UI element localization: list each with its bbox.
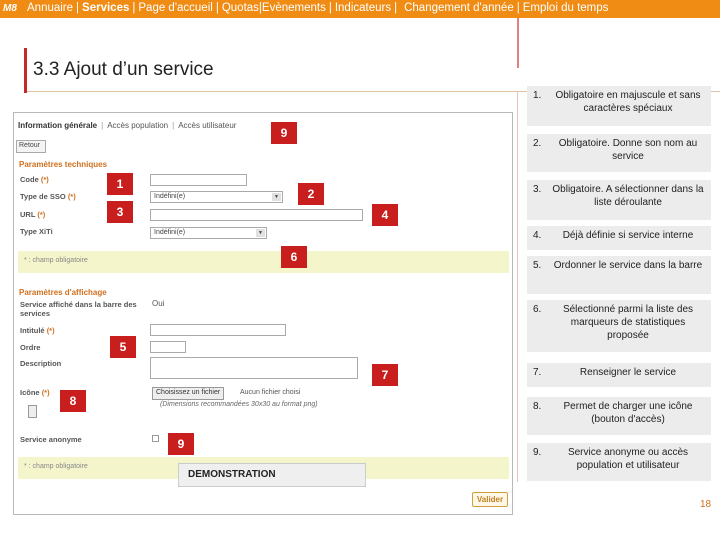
callout-2: 2: [298, 183, 324, 205]
callout-4: 4: [372, 204, 398, 226]
choose-file-button[interactable]: Choisissez un fichier: [152, 387, 224, 400]
list-item: 5. Ordonner le service dans la barre: [527, 256, 711, 294]
code-label: Code (*): [20, 175, 49, 184]
back-button[interactable]: Retour: [16, 140, 46, 153]
callout-5: 5: [110, 336, 136, 358]
tab-information-generale[interactable]: Information générale: [18, 121, 98, 130]
dimension-hint: (Dimensions recommandées 30x30 au format png): [160, 401, 318, 408]
list-item: 2. Obligatoire. Donne son nom au service: [527, 134, 711, 172]
nav-page-accueil[interactable]: Page d'accueil: [138, 2, 213, 14]
tab-acces-utilisateur[interactable]: Accès utilisateur: [178, 121, 237, 130]
description-label: Description: [20, 359, 62, 368]
intitule-label: Intitulé (*): [20, 326, 55, 335]
list-item: 9. Service anonyme ou accès population et utilisateur: [527, 443, 711, 481]
xiti-label: Type XiTi: [20, 227, 53, 236]
icon-preview: [28, 405, 37, 418]
callout-9-top: 9: [271, 122, 297, 144]
page-number: 18: [700, 499, 712, 510]
anonymous-checkbox[interactable]: [152, 435, 159, 442]
form-tabs: Information générale | Accès population | Accès utilisateur: [18, 121, 237, 130]
no-file-text: Aucun fichier choisi: [240, 389, 301, 396]
nav-indicateurs[interactable]: Indicateurs: [334, 2, 392, 14]
tab-acces-population[interactable]: Accès population: [107, 121, 169, 130]
nav-emploi-du-temps[interactable]: Emploi du temps: [522, 2, 609, 14]
brand-logo: M8: [3, 3, 17, 14]
chevron-down-icon: ▼: [256, 229, 265, 237]
list-item: 7. Renseigner le service: [527, 363, 711, 387]
anonymous-label: Service anonyme: [20, 435, 82, 444]
order-label: Ordre: [20, 343, 41, 352]
header-divider: [517, 18, 519, 68]
list-item: 8. Permet de charger une icône (bouton d'accès): [527, 397, 711, 435]
validate-button[interactable]: Valider: [472, 492, 508, 507]
callout-8: 8: [60, 390, 86, 412]
top-nav: Annuaire | Services | Page d'accueil | Quotas | Evènements | Indicateurs | Changement d'année | Emploi du temps: [27, 2, 609, 14]
sso-select[interactable]: Indéfini(e) ▼: [150, 191, 283, 203]
xiti-select[interactable]: Indéfini(e) ▼: [150, 227, 267, 239]
list-item: 3. Obligatoire. A sélectionner dans la liste déroulante: [527, 180, 711, 220]
page-title: 3.3 Ajout d’un service: [33, 59, 214, 80]
bar-value: Oui: [152, 299, 165, 308]
callout-6: 6: [281, 246, 307, 268]
nav-annuaire[interactable]: Annuaire: [27, 2, 74, 14]
order-input[interactable]: [150, 341, 186, 353]
callout-7: 7: [372, 364, 398, 386]
url-input[interactable]: [150, 209, 363, 221]
top-navigation-bar: [0, 0, 720, 18]
code-input[interactable]: [150, 174, 247, 186]
callout-9-bottom: 9: [168, 433, 194, 455]
sso-label: Type de SSO (*): [20, 192, 76, 201]
list-item: 6. Sélectionné parmi la liste des marqueurs de statistiques proposée: [527, 300, 711, 352]
demonstration-label: DEMONSTRATION: [178, 463, 366, 487]
required-note-bottom: * : champ obligatoire: [18, 457, 509, 479]
content-divider: [517, 92, 518, 482]
required-note: * : champ obligatoire: [18, 251, 509, 273]
title-accent-bar: [24, 48, 27, 93]
callout-1: 1: [107, 173, 133, 195]
bar-label: Service affiché dans la barre des services: [20, 300, 137, 318]
nav-quotas[interactable]: Quotas: [221, 2, 259, 14]
nav-services[interactable]: Services: [82, 2, 130, 14]
display-section-title: Paramètres d'affichage: [19, 288, 107, 297]
chevron-down-icon: ▼: [272, 193, 281, 201]
url-label: URL (*): [20, 210, 46, 219]
list-item: 4. Déjà définie si service interne: [527, 226, 711, 250]
icon-label: Icône (*): [20, 388, 50, 397]
nav-changement-annee[interactable]: Changement d'année: [404, 2, 514, 14]
nav-evenements[interactable]: Evènements: [261, 2, 326, 14]
callout-3: 3: [107, 201, 133, 223]
tech-section-title: Paramètres techniques: [19, 160, 108, 169]
description-textarea[interactable]: [150, 357, 358, 379]
list-item: 1. Obligatoire en majuscule et sans caractères spéciaux: [527, 86, 711, 126]
intitule-input[interactable]: [150, 324, 286, 336]
